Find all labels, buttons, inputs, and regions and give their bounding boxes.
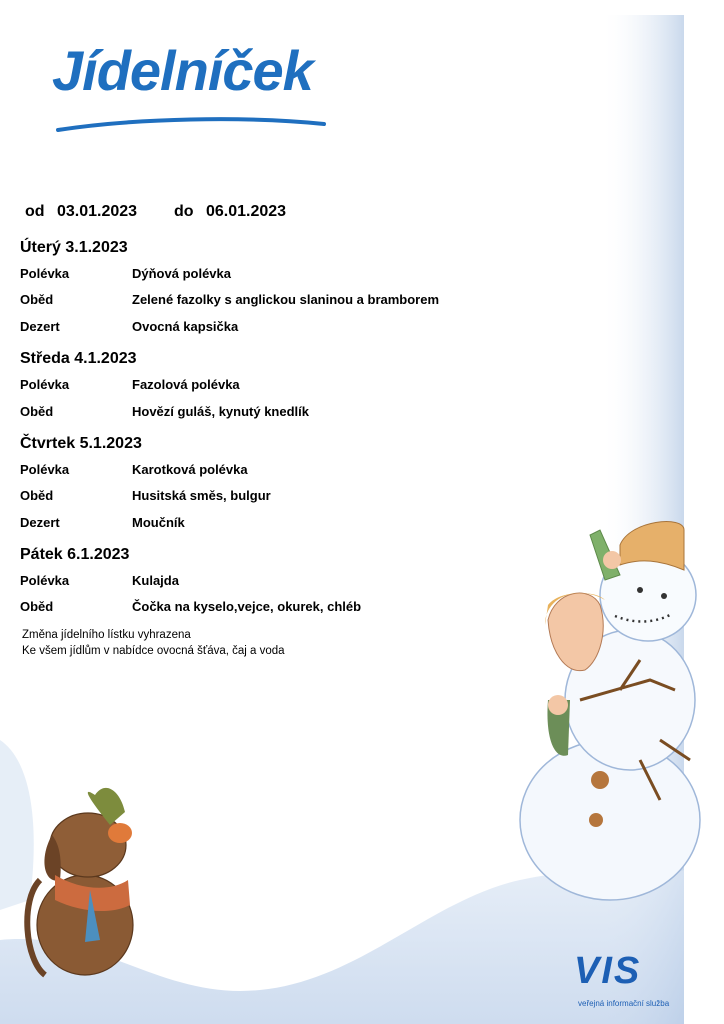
course-value: Fazolová polévka bbox=[132, 377, 240, 392]
from-date: 03.01.2023 bbox=[57, 203, 138, 220]
vis-logo-tagline: veřejná informační služba bbox=[578, 999, 670, 1008]
dog-icon bbox=[27, 788, 133, 975]
course-value: Karotková polévka bbox=[132, 462, 248, 477]
day-title: Úterý 3.1.2023 bbox=[20, 239, 128, 256]
course-value: Zelené fazolky s anglickou slaninou a bramborem bbox=[132, 292, 440, 307]
course-value: Ovocná kapsička bbox=[132, 319, 239, 334]
course-label: Oběd bbox=[20, 599, 54, 614]
to-date: 06.01.2023 bbox=[205, 203, 287, 220]
course-value: Hovězí guláš, kynutý knedlík bbox=[132, 404, 309, 419]
course-label: Dezert bbox=[20, 515, 60, 530]
course-label: Oběd bbox=[20, 292, 54, 307]
day-title: Středa 4.1.2023 bbox=[20, 350, 137, 367]
course-label: Oběd bbox=[20, 404, 54, 419]
vis-logo bbox=[574, 950, 670, 1008]
day-title: Čtvrtek 5.1.2023 bbox=[20, 435, 142, 452]
course-value: Kulajda bbox=[132, 573, 179, 588]
course-label: Polévka bbox=[20, 462, 70, 477]
date-range bbox=[25, 203, 286, 221]
course-value: Dýňová polévka bbox=[132, 266, 231, 281]
course-value: Čočka na kyselo,vejce, okurek, chléb bbox=[132, 599, 362, 614]
vis-logo-mark: VIS bbox=[574, 950, 642, 992]
course-label: Oběd bbox=[20, 488, 54, 503]
page-title: Jídelníček bbox=[52, 39, 313, 102]
to-label: do bbox=[173, 203, 194, 220]
course-label: Polévka bbox=[20, 266, 70, 281]
course-label: Polévka bbox=[20, 573, 70, 588]
course-label: Dezert bbox=[20, 319, 60, 334]
note-change: Změna jídelního lístku vyhrazena bbox=[22, 629, 191, 641]
course-label: Polévka bbox=[20, 377, 70, 392]
note-drinks: Ke všem jídlům v nabídce ovocná šťáva, čaj a voda bbox=[22, 645, 285, 657]
title-swoosh-icon bbox=[56, 112, 326, 136]
from-label: od bbox=[25, 203, 45, 220]
course-value: Moučník bbox=[132, 515, 185, 530]
day-title: Pátek 6.1.2023 bbox=[20, 546, 130, 563]
course-value: Husitská směs, bulgur bbox=[132, 488, 271, 503]
